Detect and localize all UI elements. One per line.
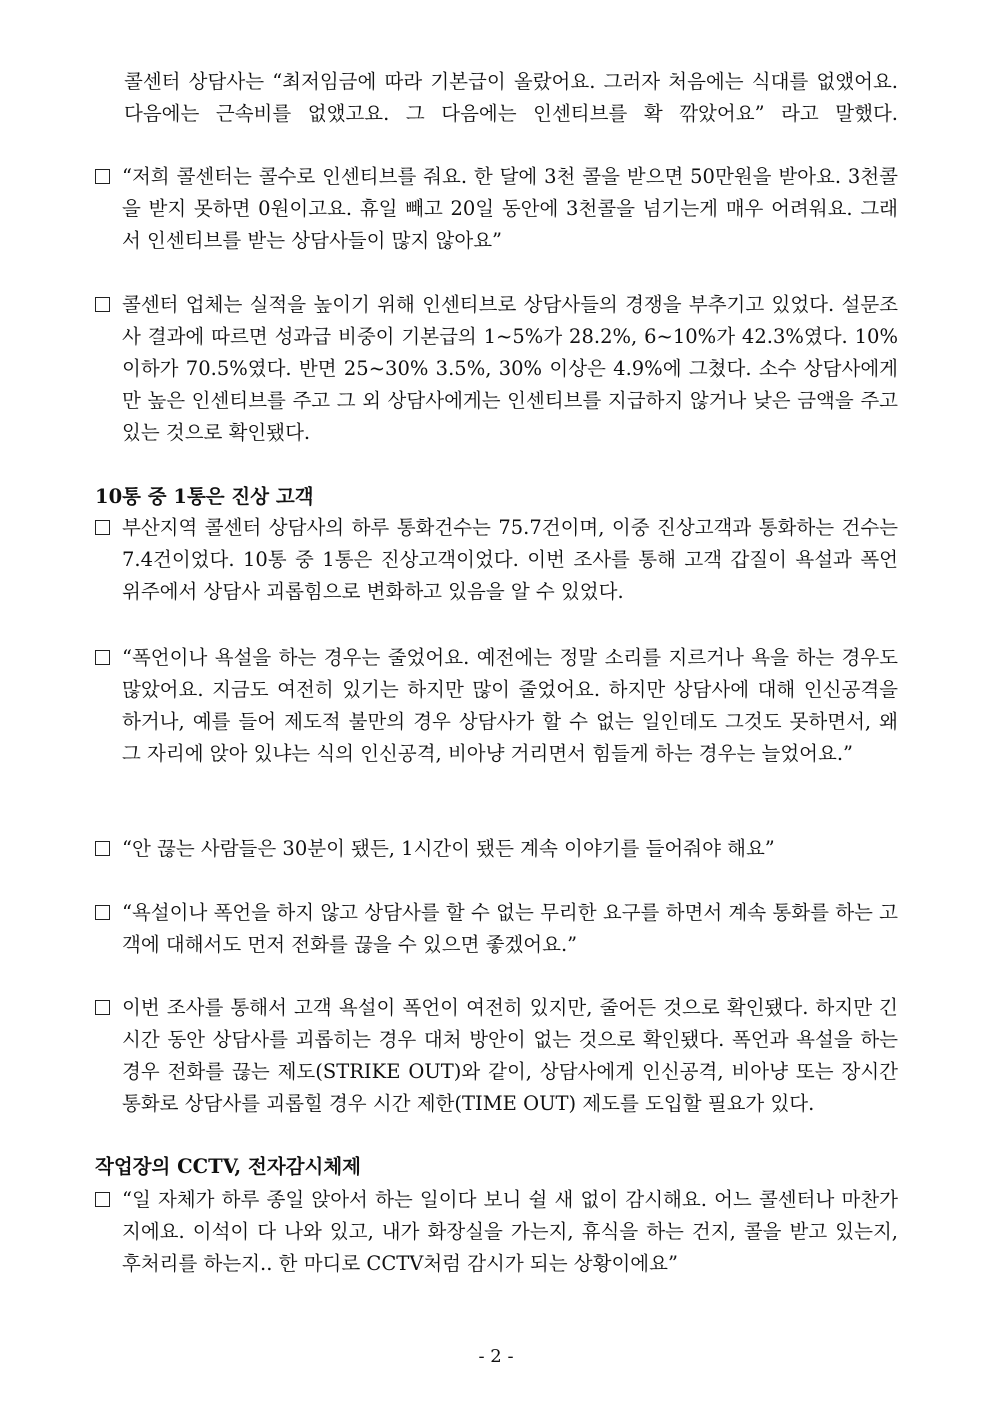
intro-text: 콜센터 상담사는 “최저임금에 따라 기본급이 올랐어요. 그러자 처음에는 식대를 없앴어요. 다음에는 근속비를 없앴고요. 그 다음에는 인센티브를 확 깎았어요” 라고 말했다. <box>124 70 898 125</box>
list-item <box>95 897 898 961</box>
list-item-text: “폭언이나 욕설을 하는 경우는 줄었어요. 예전에는 정말 소리를 지르거나 욕을 하는 경우도 많았어요. 지금도 여전히 있기는 하지만 많이 줄었어요. 하지만 상담사에 대해 인신공격을 하거나, 예를 들어 제도적 불만의 경우 상담사가 할 수 없는 일인데도 그것도 못하면서, 왜 그 자리에 앉아 있냐는 식의 인신공격, 비아냥 거리면서 힘들게 하는 경우는 늘었어요.” <box>122 646 898 765</box>
list-item <box>95 512 898 608</box>
section-heading: 10통 중 1통은 진상 고객 <box>95 485 314 508</box>
list-item-text: “일 자체가 하루 종일 앉아서 하는 일이다 보니 쉴 새 없이 감시해요. 어느 콜센터나 마찬가지에요. 이석이 다 나와 있고, 내가 화장실을 가는지, 휴식을 하는 건지, 콜을 받고 있는지, 후처리를 하는지.. 한 마디로 CCTV처럼 감시가 되는 상황이에요” <box>122 1188 898 1275</box>
page-number: - 2 - <box>478 1346 514 1367</box>
list-item <box>95 642 898 770</box>
checkbox-square-icon <box>95 1000 110 1015</box>
list-item <box>95 161 898 257</box>
list-item <box>95 1184 898 1280</box>
list-item-text: 이번 조사를 통해서 고객 욕설이 폭언이 여전히 있지만, 줄어든 것으로 확인됐다. 하지만 긴 시간 동안 상담사를 괴롭히는 경우 대처 방안이 없는 것으로 확인됐다. 폭언과 욕설을 하는 경우 전화를 끊는 제도(STRIKE OUT)와 같이, 상담사에게 인신공격, 비아냥 또는 장시간 통화로 상담사를 괴롭힐 경우 시간 제한(TIME OUT) 제도를 도입할 필요가 있다. <box>122 996 898 1115</box>
list-item <box>95 833 898 865</box>
intro-paragraph <box>124 66 898 130</box>
checkbox-square-icon <box>95 905 110 920</box>
checkbox-square-icon <box>95 1192 110 1207</box>
checkbox-square-icon <box>95 841 110 856</box>
checkbox-square-icon <box>95 650 110 665</box>
section-heading: 작업장의 CCTV, 전자감시체제 <box>95 1155 362 1178</box>
list-item-text: “욕설이나 폭언을 하지 않고 상담사를 할 수 없는 무리한 요구를 하면서 계속 통화를 하는 고객에 대해서도 먼저 전화를 끊을 수 있으면 좋겠어요.” <box>122 901 898 956</box>
list-item <box>95 992 898 1120</box>
checkbox-square-icon <box>95 520 110 535</box>
list-item <box>95 289 898 449</box>
checkbox-square-icon <box>95 169 110 184</box>
list-item-text: “안 끊는 사람들은 30분이 됐든, 1시간이 됐든 계속 이야기를 들어줘야 해요” <box>122 837 775 860</box>
list-item-text: “저희 콜센터는 콜수로 인센티브를 줘요. 한 달에 3천 콜을 받으면 50만원을 받아요. 3천콜을 받지 못하면 0원이고요. 휴일 빼고 20일 동안에 3천콜을 넘기는게 매우 어려워요. 그래서 인센티브를 받는 상담사들이 많지 않아요” <box>122 165 898 252</box>
list-item-text: 부산지역 콜센터 상담사의 하루 통화건수는 75.7건이며, 이중 진상고객과 통화하는 건수는 7.4건이었다. 10통 중 1통은 진상고객이었다. 이번 조사를 통해 고객 갑질이 욕설과 폭언 위주에서 상담사 괴롭힘으로 변화하고 있음을 알 수 있었다. <box>122 516 898 603</box>
list-item-text: 콜센터 업체는 실적을 높이기 위해 인센티브로 상담사들의 경쟁을 부추기고 있었다. 설문조사 결과에 따르면 성과급 비중이 기본급의 1~5%가 28.2%, 6~10%가 42.3%였다. 10% 이하가 70.5%였다. 반면 25~30% 3.5%, 30% 이상은 4.9%에 그쳤다. 소수 상담사에게만 높은 인센티브를 주고 그 외 상담사에게는 인센티브를 지급하지 않거나 낮은 금액을 주고 있는 것으로 확인됐다. <box>122 293 898 444</box>
checkbox-square-icon <box>95 297 110 312</box>
